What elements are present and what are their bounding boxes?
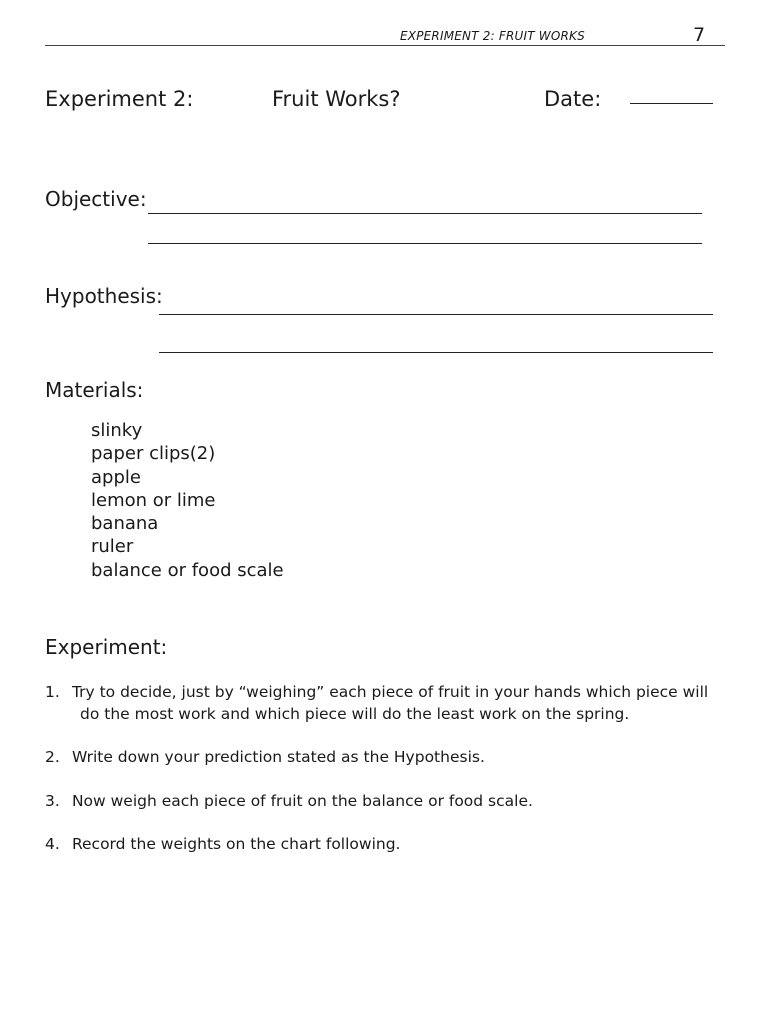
step-text: Now weigh each piece of fruit on the balance or food scale. bbox=[71, 792, 533, 810]
experiment-step-1 bbox=[45, 681, 735, 725]
materials-list bbox=[91, 419, 284, 582]
hypothesis-line-2[interactable] bbox=[159, 352, 713, 353]
step-number: 1. bbox=[45, 683, 60, 701]
experiment-label: Experiment: bbox=[45, 635, 168, 659]
step-text: Write down your prediction stated as the Hypothesis. bbox=[71, 748, 485, 766]
experiment-number: Experiment 2: bbox=[45, 87, 194, 111]
materials-item: lemon or lime bbox=[91, 489, 216, 511]
header-rule bbox=[45, 45, 725, 46]
experiment-step-4 bbox=[45, 833, 735, 855]
objective-label: Objective: bbox=[45, 187, 147, 211]
date-blank-line[interactable] bbox=[630, 103, 713, 104]
date-label: Date: bbox=[544, 87, 602, 111]
step-text-continued: do the most work and which piece will do the least work on the spring. bbox=[80, 705, 630, 723]
materials-item: balance or food scale bbox=[91, 559, 284, 581]
materials-item: paper clips(2) bbox=[91, 443, 216, 465]
step-number: 2. bbox=[45, 748, 60, 766]
hypothesis-label: Hypothesis: bbox=[45, 284, 163, 308]
materials-label: Materials: bbox=[45, 378, 144, 402]
step-text: Record the weights on the chart following. bbox=[71, 835, 401, 853]
objective-line-2[interactable] bbox=[148, 243, 702, 244]
hypothesis-line-1[interactable] bbox=[159, 314, 713, 315]
experiment-step-3 bbox=[45, 790, 735, 812]
materials-item: apple bbox=[91, 466, 141, 488]
materials-item: banana bbox=[91, 513, 159, 535]
step-text: Try to decide, just by “weighing” each piece of fruit in your hands which piece will bbox=[71, 683, 709, 701]
page-number: 7 bbox=[693, 24, 706, 46]
materials-item: ruler bbox=[91, 536, 134, 558]
step-number: 4. bbox=[45, 835, 60, 853]
step-number: 3. bbox=[45, 792, 60, 810]
objective-line-1[interactable] bbox=[148, 213, 702, 214]
materials-item: slinky bbox=[91, 420, 143, 441]
experiment-title: Fruit Works? bbox=[272, 87, 401, 111]
experiment-step-2 bbox=[45, 746, 735, 768]
running-header-title: EXPERIMENT 2: FRUIT WORKS bbox=[400, 29, 585, 43]
